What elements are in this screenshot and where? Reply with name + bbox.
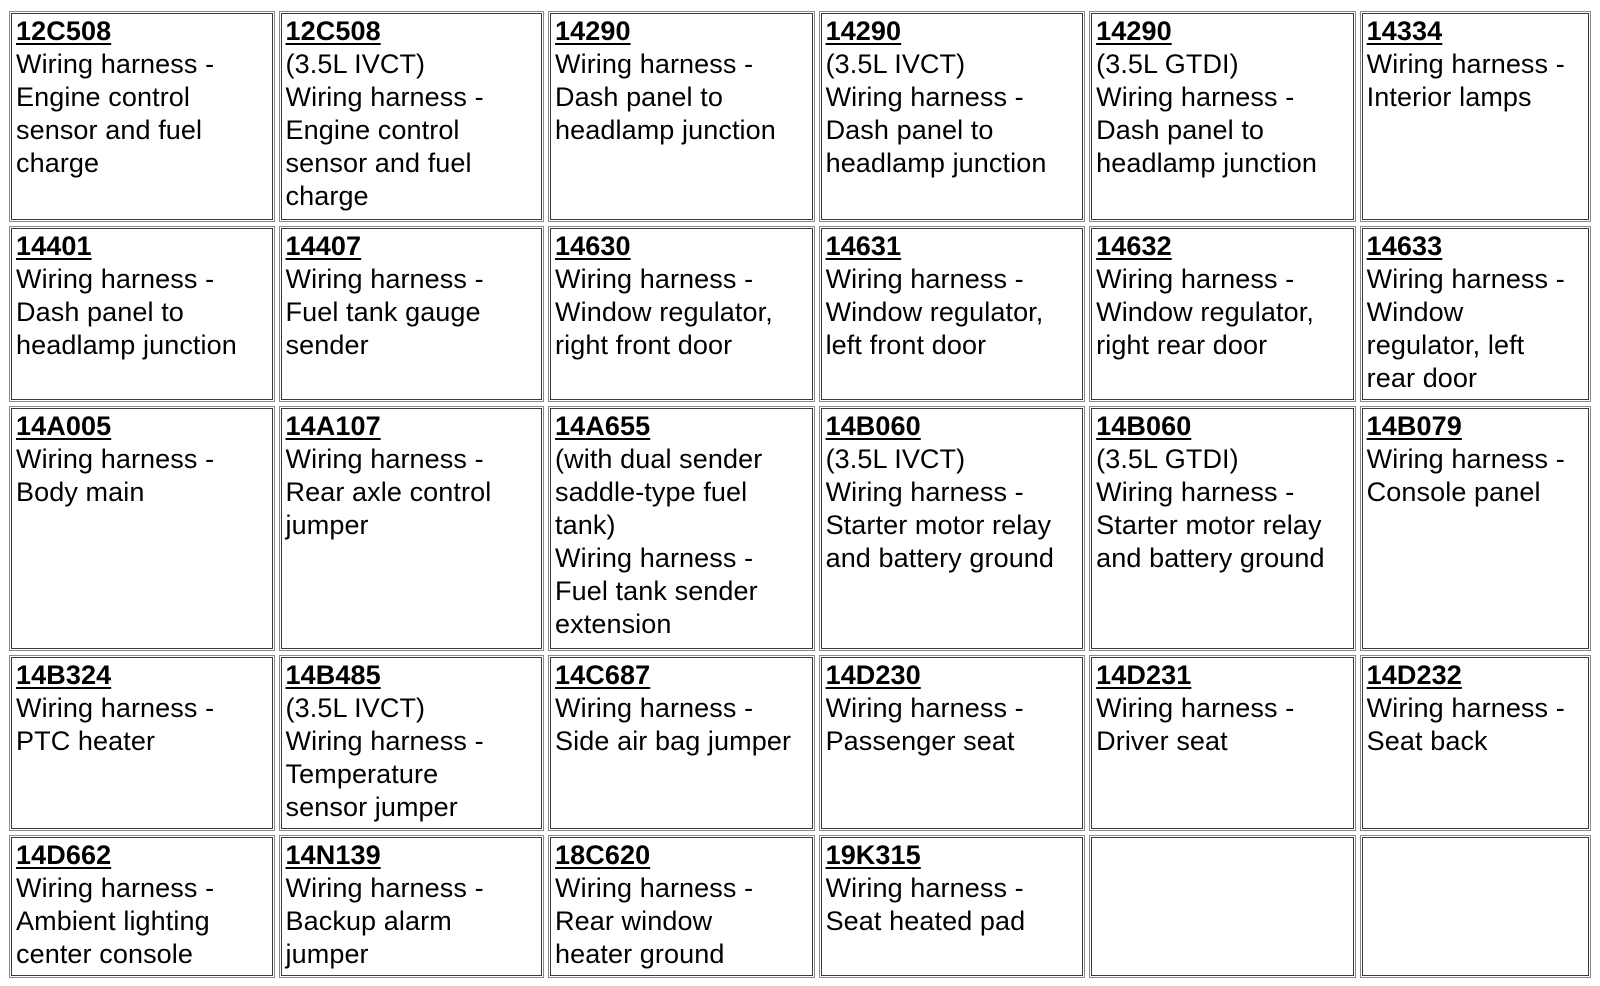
part-description-line: (3.5L IVCT)	[825, 49, 966, 79]
part-description-line: tank)	[555, 510, 616, 541]
part-description-line: sensor and fuel	[16, 115, 203, 145]
part-description-line: Wiring harness -	[825, 477, 1024, 508]
part-number: 14B060	[1096, 411, 1192, 442]
part-description-line: (3.5L GTDI)	[1096, 49, 1239, 79]
part-description-line: and battery ground	[1096, 543, 1325, 574]
part-number: 14A655	[555, 411, 651, 442]
part-description-line: Backup alarm	[285, 906, 452, 937]
part-cell	[548, 406, 815, 650]
part-cell	[9, 226, 275, 403]
part-description-line: Engine control	[16, 82, 191, 112]
table-row	[9, 11, 1591, 222]
part-description-line: Console panel	[1366, 477, 1541, 508]
part-description-line: Temperature	[285, 758, 439, 789]
part-cell	[279, 655, 545, 832]
part-description-line: Wiring harness -	[1096, 692, 1295, 723]
part-description-line: (with dual sender	[555, 444, 763, 475]
part-number: 14C687	[555, 659, 651, 690]
part-description-line: heater ground	[555, 939, 725, 970]
part-number: 14290	[1096, 16, 1172, 46]
part-cell	[1360, 226, 1591, 403]
part-description-line: Engine control	[285, 115, 460, 145]
part-cell	[9, 835, 275, 978]
part-number: 14D232	[1366, 659, 1462, 690]
part-number-table	[5, 7, 1595, 982]
table-row	[9, 655, 1591, 832]
part-number: 12C508	[16, 16, 112, 46]
part-description-line: (3.5L IVCT)	[285, 49, 426, 79]
part-description-line: and battery ground	[825, 543, 1055, 574]
part-description-line: headlamp junction	[825, 148, 1047, 178]
part-number: 14630	[555, 230, 631, 261]
part-description-line: Window	[1366, 296, 1464, 327]
part-description-line: Passenger seat	[825, 725, 1015, 756]
part-cell	[819, 835, 1086, 978]
part-description-line: Wiring harness -	[285, 263, 484, 294]
part-number: 14290	[555, 16, 631, 46]
table-row	[9, 835, 1591, 978]
part-cell	[9, 406, 275, 650]
part-description-line: jumper	[285, 510, 369, 541]
part-number-table-body	[9, 11, 1591, 978]
part-description-line: (3.5L GTDI)	[1096, 444, 1239, 475]
table-row	[9, 226, 1591, 403]
part-description-line: Wiring harness -	[1366, 263, 1565, 294]
part-description-line: PTC heater	[16, 725, 156, 756]
part-number: 14401	[16, 230, 92, 261]
part-cell	[548, 226, 815, 403]
part-number: 14D231	[1096, 659, 1192, 690]
part-description-line: Wiring harness -	[825, 873, 1024, 904]
part-description-line: (3.5L IVCT)	[825, 444, 966, 475]
part-cell	[1089, 11, 1356, 222]
part-description-line: left front door	[825, 329, 987, 360]
part-number: 14631	[825, 230, 902, 261]
part-number: 14B485	[285, 659, 381, 690]
part-description-line: right rear door	[1096, 329, 1268, 360]
part-description-line: Seat heated pad	[825, 906, 1026, 937]
part-number: 12C508	[285, 16, 381, 46]
part-number: 14N139	[285, 840, 381, 871]
part-description-line: Side air bag jumper	[555, 725, 792, 756]
part-cell	[9, 11, 275, 222]
part-description-line: regulator, left	[1366, 329, 1525, 360]
part-description-line: Wiring harness -	[1366, 49, 1565, 79]
part-description-line: Wiring harness -	[1096, 477, 1295, 508]
part-number: 14B079	[1366, 411, 1462, 442]
part-description-line: Wiring harness -	[285, 725, 484, 756]
part-description-line: saddle-type fuel	[555, 477, 748, 508]
part-description-line: Wiring harness -	[1096, 263, 1295, 294]
part-description-line: (3.5L IVCT)	[285, 692, 426, 723]
part-description-line: jumper	[285, 939, 369, 970]
part-description-line: rear door	[1366, 362, 1478, 393]
part-description-line: Fuel tank sender	[555, 576, 758, 607]
part-number: 19K315	[825, 840, 921, 871]
part-description-line: charge	[16, 148, 100, 178]
part-number: 14D662	[16, 840, 112, 871]
part-number: 14334	[1366, 16, 1443, 46]
part-description-line: headlamp junction	[16, 329, 237, 360]
part-cell	[819, 226, 1086, 403]
part-description-line: Wiring harness -	[1366, 692, 1565, 723]
part-description-line: Wiring harness -	[1096, 82, 1295, 112]
part-cell	[1089, 226, 1356, 403]
part-description-line: Wiring harness -	[555, 263, 754, 294]
part-description-line: Wiring harness -	[285, 82, 484, 112]
part-description-line: right front door	[555, 329, 733, 360]
part-description-line: Interior lamps	[1366, 82, 1532, 112]
part-number: 14B060	[825, 411, 921, 442]
part-cell	[279, 226, 545, 403]
part-cell	[279, 406, 545, 650]
part-cell	[279, 11, 545, 222]
part-description-line: sensor and fuel	[285, 148, 472, 178]
part-description-line: Body main	[16, 477, 145, 508]
part-cell	[819, 11, 1086, 222]
part-description-line: Wiring harness -	[555, 543, 754, 574]
part-description-line: Wiring harness -	[285, 444, 484, 475]
part-cell	[819, 406, 1086, 650]
part-description-line: Dash panel to	[1096, 115, 1265, 145]
part-description-line: Window regulator,	[1096, 296, 1314, 327]
part-description-line: Window regulator,	[555, 296, 773, 327]
part-cell	[1360, 406, 1591, 650]
part-description-line: Wiring harness -	[16, 444, 215, 475]
part-cell	[548, 11, 815, 222]
part-description-line: sensor jumper	[285, 791, 458, 822]
part-cell	[279, 835, 545, 978]
part-description-line: Dash panel to	[555, 82, 723, 112]
part-description-line: Wiring harness -	[285, 873, 484, 904]
part-description-line: Wiring harness -	[825, 692, 1024, 723]
part-number: 14407	[285, 230, 362, 261]
part-cell	[1360, 11, 1591, 222]
part-cell	[548, 835, 815, 978]
part-description-line: headlamp junction	[555, 115, 776, 145]
part-description-line: Wiring harness -	[825, 82, 1024, 112]
part-cell	[9, 655, 275, 832]
part-description-line: Fuel tank gauge	[285, 296, 481, 327]
part-description-line: Wiring harness -	[555, 873, 754, 904]
part-description-line: Ambient lighting	[16, 906, 210, 937]
part-number: 14D230	[825, 659, 921, 690]
part-description-line: sender	[285, 329, 369, 360]
part-number: 14290	[825, 16, 902, 46]
part-description-line: charge	[285, 181, 369, 211]
part-description-line: Wiring harness -	[825, 263, 1024, 294]
empty-cell	[1089, 835, 1356, 978]
part-description-line: Wiring harness -	[555, 692, 754, 723]
part-description-line: headlamp junction	[1096, 148, 1317, 178]
part-number: 18C620	[555, 840, 651, 871]
part-description-line: Wiring harness -	[16, 263, 215, 294]
part-description-line: center console	[16, 939, 194, 970]
part-cell	[1089, 406, 1356, 650]
part-number: 14633	[1366, 230, 1443, 261]
part-description-line: Rear axle control	[285, 477, 492, 508]
part-number: 14A107	[285, 411, 381, 442]
part-number: 14B324	[16, 659, 112, 690]
part-description-line: extension	[555, 609, 672, 640]
part-description-line: Starter motor relay	[1096, 510, 1322, 541]
part-description-line: Dash panel to	[16, 296, 184, 327]
part-number: 14632	[1096, 230, 1172, 261]
part-description-line: Window regulator,	[825, 296, 1044, 327]
part-description-line: Wiring harness -	[555, 49, 754, 79]
part-description-line: Rear window	[555, 906, 713, 937]
part-description-line: Wiring harness -	[16, 49, 215, 79]
part-cell	[1089, 655, 1356, 832]
empty-cell	[1360, 835, 1591, 978]
part-description-line: Starter motor relay	[825, 510, 1052, 541]
part-description-line: Wiring harness -	[16, 692, 215, 723]
part-description-line: Driver seat	[1096, 725, 1228, 756]
part-cell	[819, 655, 1086, 832]
part-cell	[1360, 655, 1591, 832]
part-description-line: Dash panel to	[825, 115, 994, 145]
part-description-line: Seat back	[1366, 725, 1488, 756]
table-row	[9, 406, 1591, 650]
part-number: 14A005	[16, 411, 112, 442]
part-description-line: Wiring harness -	[1366, 444, 1565, 475]
part-description-line: Wiring harness -	[16, 873, 215, 904]
part-cell	[548, 655, 815, 832]
